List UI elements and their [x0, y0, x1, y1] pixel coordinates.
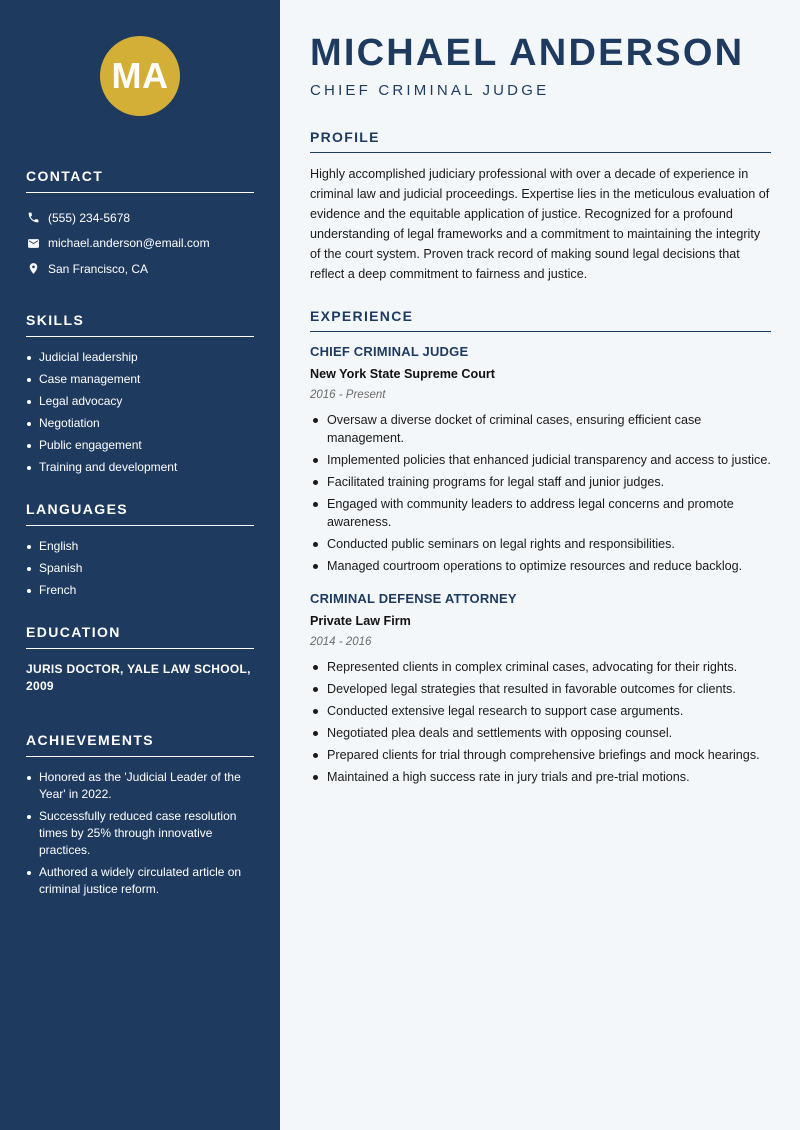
skill-item: Judicial leadership — [26, 349, 254, 366]
job-bullet: Facilitated training programs for legal staff and junior judges. — [310, 473, 771, 491]
job-dates: 2016 - Present — [310, 389, 386, 401]
languages-heading: LANGUAGES — [26, 501, 254, 526]
phone-icon — [26, 211, 40, 225]
language-item: English — [26, 538, 254, 555]
language-item: Spanish — [26, 560, 254, 577]
job-bullet: Conducted public seminars on legal rights and responsibilities. — [310, 535, 771, 553]
contact-email — [26, 231, 254, 257]
location-pin-icon — [26, 262, 40, 276]
job-bullets — [310, 658, 771, 786]
job-entry — [310, 591, 771, 786]
skill-item: Legal advocacy — [26, 393, 254, 410]
email-icon — [26, 236, 40, 250]
skill-item: Public engagement — [26, 437, 254, 454]
experience-heading: EXPERIENCE — [310, 308, 771, 332]
languages-section — [26, 501, 254, 599]
contact-section — [26, 168, 254, 282]
candidate-name: MICHAEL ANDERSON — [310, 32, 745, 74]
location-text: San Francisco, CA — [48, 261, 149, 276]
achievements-heading: ACHIEVEMENTS — [26, 732, 254, 757]
job-bullet: Oversaw a diverse docket of criminal cases, ensuring efficient case management. — [310, 411, 771, 447]
job-entry — [310, 344, 771, 575]
job-company: New York State Supreme Court — [310, 367, 495, 381]
contact-phone — [26, 205, 254, 231]
job-bullet: Conducted extensive legal research to support case arguments. — [310, 702, 771, 720]
skills-list — [26, 349, 254, 476]
skill-item: Case management — [26, 371, 254, 388]
languages-list — [26, 538, 254, 599]
job-bullet: Engaged with community leaders to address legal concerns and promote awareness. — [310, 495, 771, 531]
job-bullet: Maintained a high success rate in jury trials and pre-trial motions. — [310, 768, 771, 786]
job-bullet: Negotiated plea deals and settlements with opposing counsel. — [310, 724, 771, 742]
contact-heading: CONTACT — [26, 168, 254, 193]
sidebar — [0, 0, 280, 1130]
job-bullets — [310, 411, 771, 575]
job-bullet: Implemented policies that enhanced judicial transparency and access to justice. — [310, 451, 771, 469]
skill-item: Training and development — [26, 459, 254, 476]
profile-section — [310, 129, 771, 284]
achievement-item: Honored as the 'Judicial Leader of the Year' in 2022. — [26, 769, 254, 803]
job-dates: 2014 - 2016 — [310, 636, 372, 648]
skills-section — [26, 312, 254, 476]
language-item: French — [26, 582, 254, 599]
achievements-list — [26, 769, 254, 898]
job-bullet: Developed legal strategies that resulted in favorable outcomes for clients. — [310, 680, 771, 698]
job-role: CRIMINAL DEFENSE ATTORNEY — [310, 591, 517, 606]
email-text: michael.anderson@email.com — [48, 236, 210, 251]
job-bullet: Represented clients in complex criminal cases, advocating for their rights. — [310, 658, 771, 676]
skills-heading: SKILLS — [26, 312, 254, 337]
job-company: Private Law Firm — [310, 614, 411, 628]
phone-text: (555) 234-5678 — [48, 210, 131, 225]
achievement-item: Authored a widely circulated article on criminal justice reform. — [26, 864, 254, 898]
experience-section — [310, 308, 771, 786]
job-bullet: Prepared clients for trial through comprehensive briefings and mock hearings. — [310, 746, 771, 764]
candidate-title: CHIEF CRIMINAL JUDGE — [310, 82, 550, 99]
job-bullet: Managed courtroom operations to optimize resources and reduce backlog. — [310, 557, 771, 575]
job-role: CHIEF CRIMINAL JUDGE — [310, 344, 469, 359]
achievements-section — [26, 732, 254, 898]
avatar: MA — [100, 36, 180, 116]
skill-item: Negotiation — [26, 415, 254, 432]
education-heading: EDUCATION — [26, 624, 254, 649]
contact-location — [26, 256, 254, 282]
education-section — [26, 624, 254, 695]
main-content — [310, 30, 771, 790]
education-entry: JURIS DOCTOR, YALE LAW SCHOOL, 2009 — [26, 661, 251, 693]
profile-heading: PROFILE — [310, 129, 771, 153]
achievement-item: Successfully reduced case resolution times by 25% through innovative practices. — [26, 808, 254, 859]
profile-text: Highly accomplished judiciary professional with over a decade of experience in criminal law and judicial proceedings. Expertise lies in the meticulous evaluation of evidence and the equitable application of justice. Recognized for a profound understanding of legal frameworks and a commitment to maintaining the integrity of the court system. Proven track record of making sound legal decisions that reflect a deep commitment to fairness and justice. — [310, 167, 770, 281]
